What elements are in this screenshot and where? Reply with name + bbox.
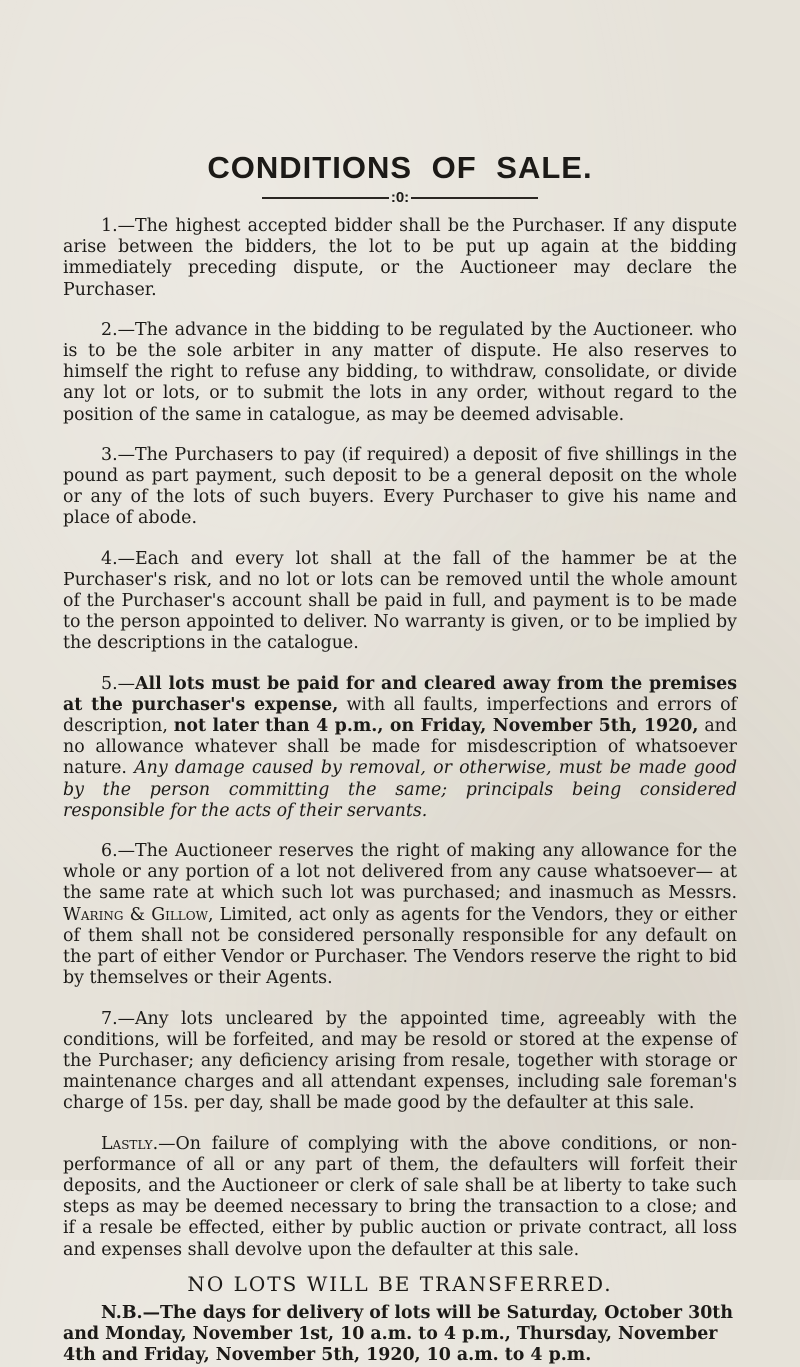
condition-number: 6.—: [101, 841, 135, 862]
condition-number: 4.—: [101, 548, 135, 569]
condition-6: [63, 841, 737, 989]
nb-label: N.B.—: [101, 1302, 160, 1323]
condition-text: and no allowance whatever shall be made for misdescription of whatsoever nature.: [63, 716, 738, 779]
condition-number: 1.—: [101, 216, 135, 236]
condition-number: 2.—: [101, 319, 135, 340]
condition-2: [63, 320, 737, 426]
condition-7: [63, 1009, 737, 1115]
condition-text-italic: Any damage caused by removal, or otherwise, must be made good by the person committing the same; principals being considered responsible for the acts of their servants.: [63, 758, 737, 821]
condition-text: Any lots uncleared by the appointed time, agreeably with the conditions, will be forfeited, and may be resold or stored at the expense of the Purchaser; any deficiency arising from resale, together with storage or maintenance charges and all attendant expenses, including sale foreman's charge of 15s. per day, shall be made good by the defaulter at this sale.: [63, 1008, 737, 1114]
title-ornament: [262, 190, 538, 206]
conditions-body: [63, 216, 737, 1367]
condition-text: On failure of complying with the above conditions, or non-performance of all or any part of them, the defaulters will forfeit their deposits, and the Auctioneer or clerk of sale shall be at liberty to take such steps as may be deemed necessary to bring the transaction to a close; and if a resale be effected, either by public auction or private contract, all loss and expenses shall devolve upon the defaulter at this sale.: [63, 1133, 737, 1260]
transfer-notice: NO LOTS WILL BE TRANSFERRED.: [187, 1271, 613, 1296]
condition-number: 3.—: [101, 444, 135, 465]
condition-lead: Lastly: [101, 1133, 153, 1154]
condition-1: [63, 216, 737, 301]
condition-number: 7.—: [101, 1008, 135, 1029]
condition-text: The advance in the bidding to be regulated by the Auctioneer. who is to be the sole arbiter in any matter of dispute. He also reserves to himself the right to refuse any bidding, to withdraw, consolidate, or divide any lot or lots, or to submit the lots in any order, without regard to the position of the same in catalogue, as may be deemed advisable.: [63, 319, 737, 425]
condition-lastly: [63, 1134, 737, 1261]
ornament-mark: :0:: [390, 189, 410, 206]
delivery-note: [63, 1303, 737, 1367]
page-title: CONDITIONS OF SALE.: [207, 150, 593, 185]
condition-text-bold: All lots must be paid for and cleared away from the premises at the purchaser's expense,: [63, 673, 737, 715]
ornament-rule-right: [411, 197, 538, 199]
condition-text: , Limited, act only as agents for the Vendors, they or either of them shall not be considered personally responsible for any default on the part of either Vendor or Purchaser. The Vendors reserve the right to bid by themselves or their Agents.: [63, 904, 737, 989]
condition-text: The Auctioneer reserves the right of making any allowance for the whole or any portion of a lot not delivered from any cause whatsoever— at the same rate at which such lot was purchased; and inasmuch as Messrs.: [63, 841, 737, 904]
condition-number: .—: [152, 1133, 176, 1154]
condition-number: 5.—: [101, 673, 135, 694]
condition-text: with all faults, imperfections and errors of description,: [63, 694, 737, 737]
condition-5: [63, 674, 737, 822]
condition-text: The highest accepted bidder shall be the Purchaser. If any dispute arise between the bidders, the lot to be put up again at the bidding immediately preceding dispute, or the Auctioneer may declare the Purchaser.: [63, 216, 737, 300]
condition-text: Each and every lot shall at the fall of the hammer be at the Purchaser's risk, and no lot or lots can be removed until the whole amount of the Purchaser's account shall be paid in full, and payment is to be made to the person appointed to deliver. No warranty is given, or to be implied by the descriptions in the catalogue.: [63, 548, 737, 654]
nb-text: The days for delivery of lots will be Saturday, October 30th and Monday, November 1st, 10 a.m. to 4 p.m., Thursday, November 4th and Friday, November 5th, 1920, 10 a.m. to 4 p.m.: [63, 1302, 733, 1366]
firm-name: Waring & Gillow: [63, 904, 208, 925]
condition-text: The Purchasers to pay (if required) a deposit of five shillings in the pound as part payment, such deposit to be a general deposit on the whole or any of the lots of such buyers. Every Purchaser to give his name and place of abode.: [63, 444, 737, 529]
ornament-rule-left: [262, 197, 389, 199]
clearance-deadline: not later than 4 p.m., on Friday, November 5th, 1920,: [173, 716, 699, 737]
condition-4: [63, 549, 737, 655]
condition-3: [63, 445, 737, 530]
